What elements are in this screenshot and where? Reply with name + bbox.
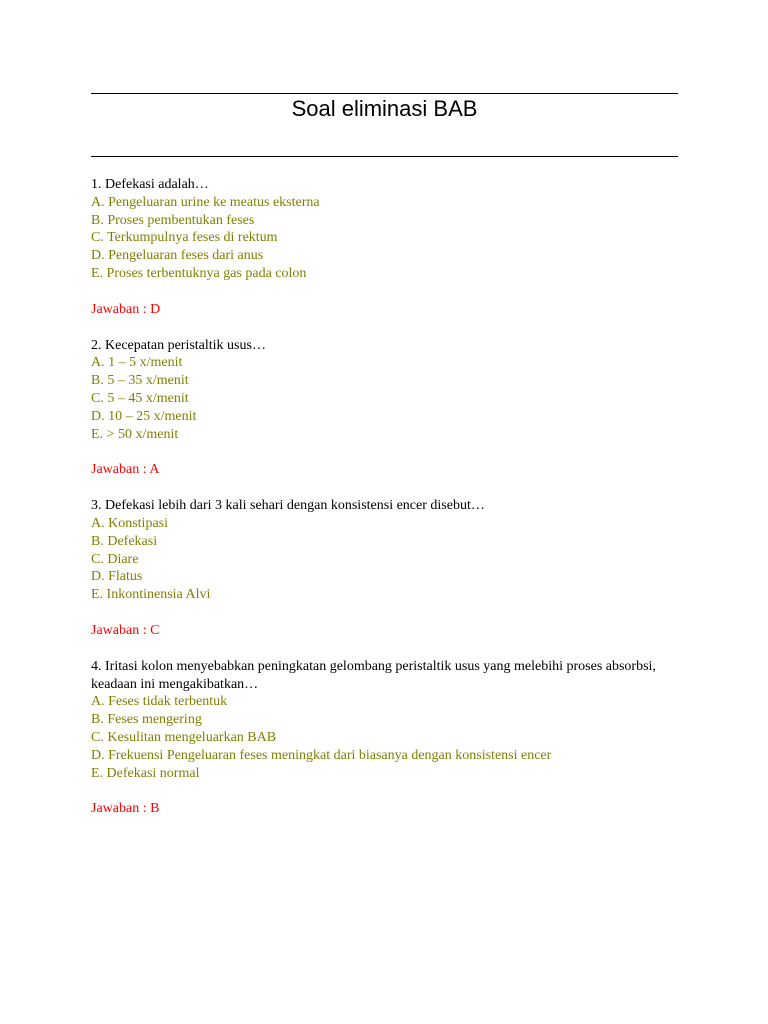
option-d: D. Flatus (91, 569, 143, 585)
option-a: A. Pengeluaran urine ke meatus eksterna (91, 194, 320, 210)
option-e: E. Proses terbentuknya gas pada colon (91, 265, 307, 281)
answer-key: Jawaban : A (91, 462, 160, 478)
option-c: C. Diare (91, 551, 139, 567)
question-3 (91, 497, 681, 640)
option-d: D. Frekuensi Pengeluaran feses meningkat dari biasanya dengan konsistensi encer (91, 747, 552, 763)
option-c: C. Kesulitan mengeluarkan BAB (91, 729, 277, 745)
option-b: B. Feses mengering (91, 712, 202, 728)
question-1 (91, 176, 681, 319)
option-b: B. 5 – 35 x/menit (91, 373, 189, 389)
question-text: 4. Iritasi kolon menyebabkan peningkatan gelombang peristaltik usus yang melebihi proses absorbsi, keadaan ini mengakibatkan… (91, 658, 656, 692)
title-bottom-rule (91, 156, 678, 157)
page-title: Soal eliminasi BAB (291, 96, 478, 121)
question-text: 2. Kecepatan peristaltik usus… (91, 337, 266, 353)
answer-key: Jawaban : D (91, 301, 161, 317)
option-d: D. Pengeluaran feses dari anus (91, 248, 264, 264)
option-e: E. > 50 x/menit (91, 426, 179, 442)
option-b: B. Defekasi (91, 533, 158, 549)
question-text: 3. Defekasi lebih dari 3 kali sehari dengan konsistensi encer disebut… (91, 498, 485, 514)
question-2 (91, 337, 681, 480)
question-4 (91, 658, 681, 818)
option-d: D. 10 – 25 x/menit (91, 408, 197, 424)
option-b: B. Proses pembentukan feses (91, 212, 255, 228)
question-text: 1. Defekasi adalah… (91, 177, 209, 192)
option-a: A. Konstipasi (91, 515, 168, 531)
option-c: C. Terkumpulnya feses di rektum (91, 230, 278, 246)
option-a: A. Feses tidak terbentuk (91, 694, 228, 710)
answer-key: Jawaban : C (91, 622, 160, 638)
option-e: E. Inkontinensia Alvi (91, 587, 211, 603)
questions-list (91, 176, 681, 836)
option-e: E. Defekasi normal (91, 765, 200, 781)
answer-key: Jawaban : B (91, 801, 160, 817)
option-a: A. 1 – 5 x/menit (91, 355, 183, 371)
option-c: C. 5 – 45 x/menit (91, 390, 189, 406)
